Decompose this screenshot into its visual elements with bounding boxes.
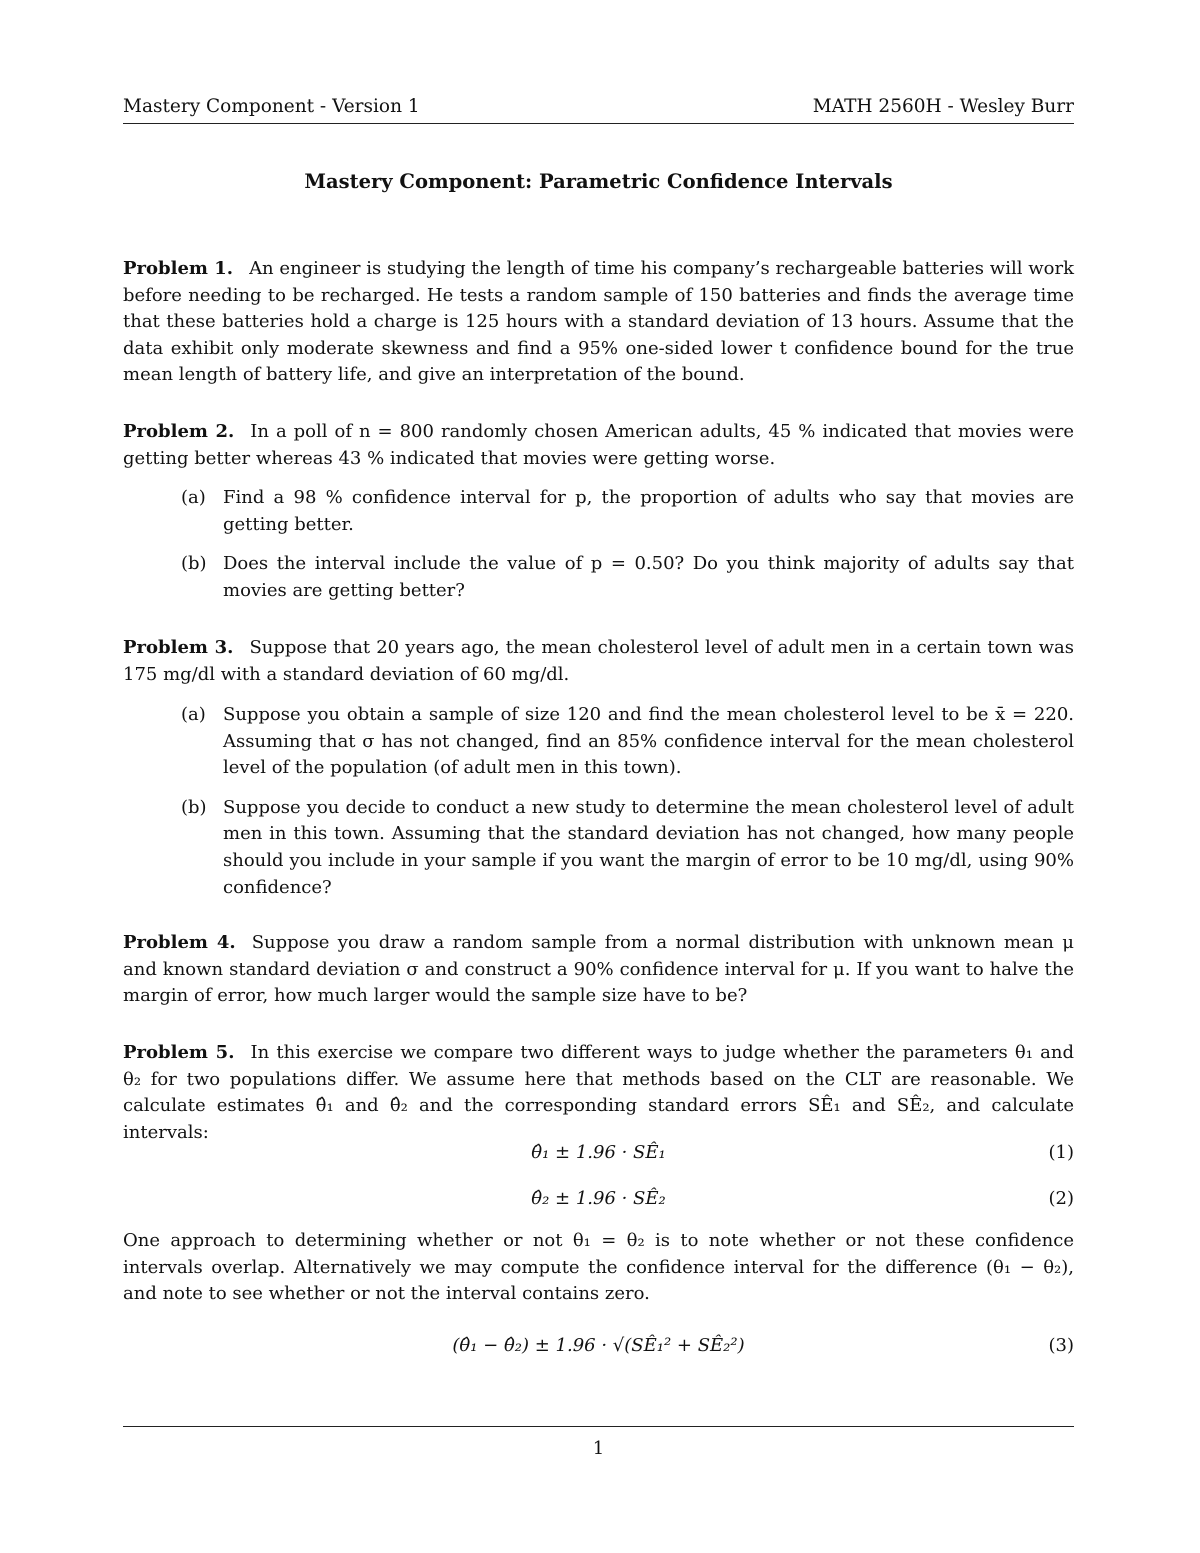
list-item: (b) Suppose you decide to conduct a new study to determine the mean cholesterol level of adult men in this town. Assuming that the standard deviation has not changed, how many people should you include in your sample if you want the margin of error to be 10 mg/dl, using 90% confidence?: [181, 796, 1074, 898]
running-header: [123, 96, 1074, 117]
list-item: (a) Find a 98 % confidence interval for p, the proportion of adults who say that movies are getting better.: [181, 487, 1074, 535]
problem-5-label: Problem 5.: [123, 1042, 235, 1063]
equation-3-number: (3): [1048, 1335, 1074, 1356]
header-rule: [123, 123, 1074, 124]
equation-1-number: (1): [1048, 1142, 1074, 1163]
problem-3-text: Suppose that 20 years ago, the mean cholesterol level of adult men in a certain town was 175 mg/dl with a standard deviation of 60 mg/dl.: [123, 637, 1074, 685]
problem-5-continuation: One approach to determining whether or not θ₁ = θ₂ is to note whether or not these confidence intervals overlap. Alternatively we may compute the confidence interval for the difference (θ₁ − θ₂), and note to see whether or not the interval contains zero.: [123, 1230, 1074, 1305]
equation-3-expr: (θ̂₁ − θ̂₂) ± 1.96 · √(SÊ₁² + SÊ₂²): [452, 1335, 745, 1356]
list-item: (a) Suppose you obtain a sample of size 120 and find the mean cholesterol level to be x̄ = 220. Assuming that σ has not changed, find an 85% confidence interval for the mean cholesterol level of the population (of adult men in this town).: [181, 704, 1074, 779]
problem-3-parts: [181, 702, 1074, 914]
problem-2: [123, 419, 1074, 472]
header-right: MATH 2560H - Wesley Burr: [812, 96, 1074, 117]
equation-2-number: (2): [1048, 1188, 1074, 1209]
problem-4-text: Suppose you draw a random sample from a normal distribution with unknown mean μ and known standard deviation σ and construct a 90% confidence interval for μ. If you want to halve the margin of error, how much larger would the sample size have to be?: [123, 932, 1074, 1007]
problem-4: [123, 930, 1074, 1010]
problem-5: [123, 1040, 1074, 1146]
problem-2-label: Problem 2.: [123, 421, 235, 442]
problem-1-text: An engineer is studying the length of time his company’s rechargeable batteries will work before needing to be recharged. He tests a random sample of 150 batteries and finds the average time that these batteries hold a charge is 125 hours with a standard deviation of 13 hours. Assume that the data exhibit only moderate skewness and find a 95% one-sided lower t confidence bound for the true mean length of battery life, and give an interpretation of the bound.: [123, 258, 1074, 386]
equation-2-expr: θ̂₂ ± 1.96 · SÊ₂: [531, 1188, 666, 1209]
equation-1: [123, 1142, 1074, 1172]
equation-1-expr: θ̂₁ ± 1.96 · SÊ₁: [531, 1142, 666, 1163]
problem-5-text: In this exercise we compare two different ways to judge whether the parameters θ₁ and θ₂ for two populations differ. We assume here that methods based on the CLT are reasonable. We calculate estimates θ̂₁ and θ̂₂ and the corresponding standard errors SÊ₁ and SÊ₂, and calculate intervals:: [123, 1042, 1074, 1143]
equation-3: [123, 1335, 1074, 1365]
problem-2-text: In a poll of n = 800 randomly chosen American adults, 45 % indicated that movies were getting better whereas 43 % indicated that movies were getting worse.: [123, 421, 1074, 469]
footer-rule: [123, 1426, 1074, 1427]
list-item: (b) Does the interval include the value of p = 0.50? Do you think majority of adults say that movies are getting better?: [181, 553, 1074, 601]
equation-2: [123, 1188, 1074, 1218]
page-number: 1: [592, 1438, 605, 1459]
problem-3-label: Problem 3.: [123, 637, 234, 658]
problem-2-parts: [181, 485, 1074, 617]
problem-3: [123, 635, 1074, 688]
problem-1: [123, 256, 1074, 389]
problem-4-label: Problem 4.: [123, 932, 236, 953]
problem-1-label: Problem 1.: [123, 258, 234, 279]
header-left: Mastery Component - Version 1: [123, 96, 420, 117]
page-title: Mastery Component: Parametric Confidence Intervals: [304, 170, 893, 193]
